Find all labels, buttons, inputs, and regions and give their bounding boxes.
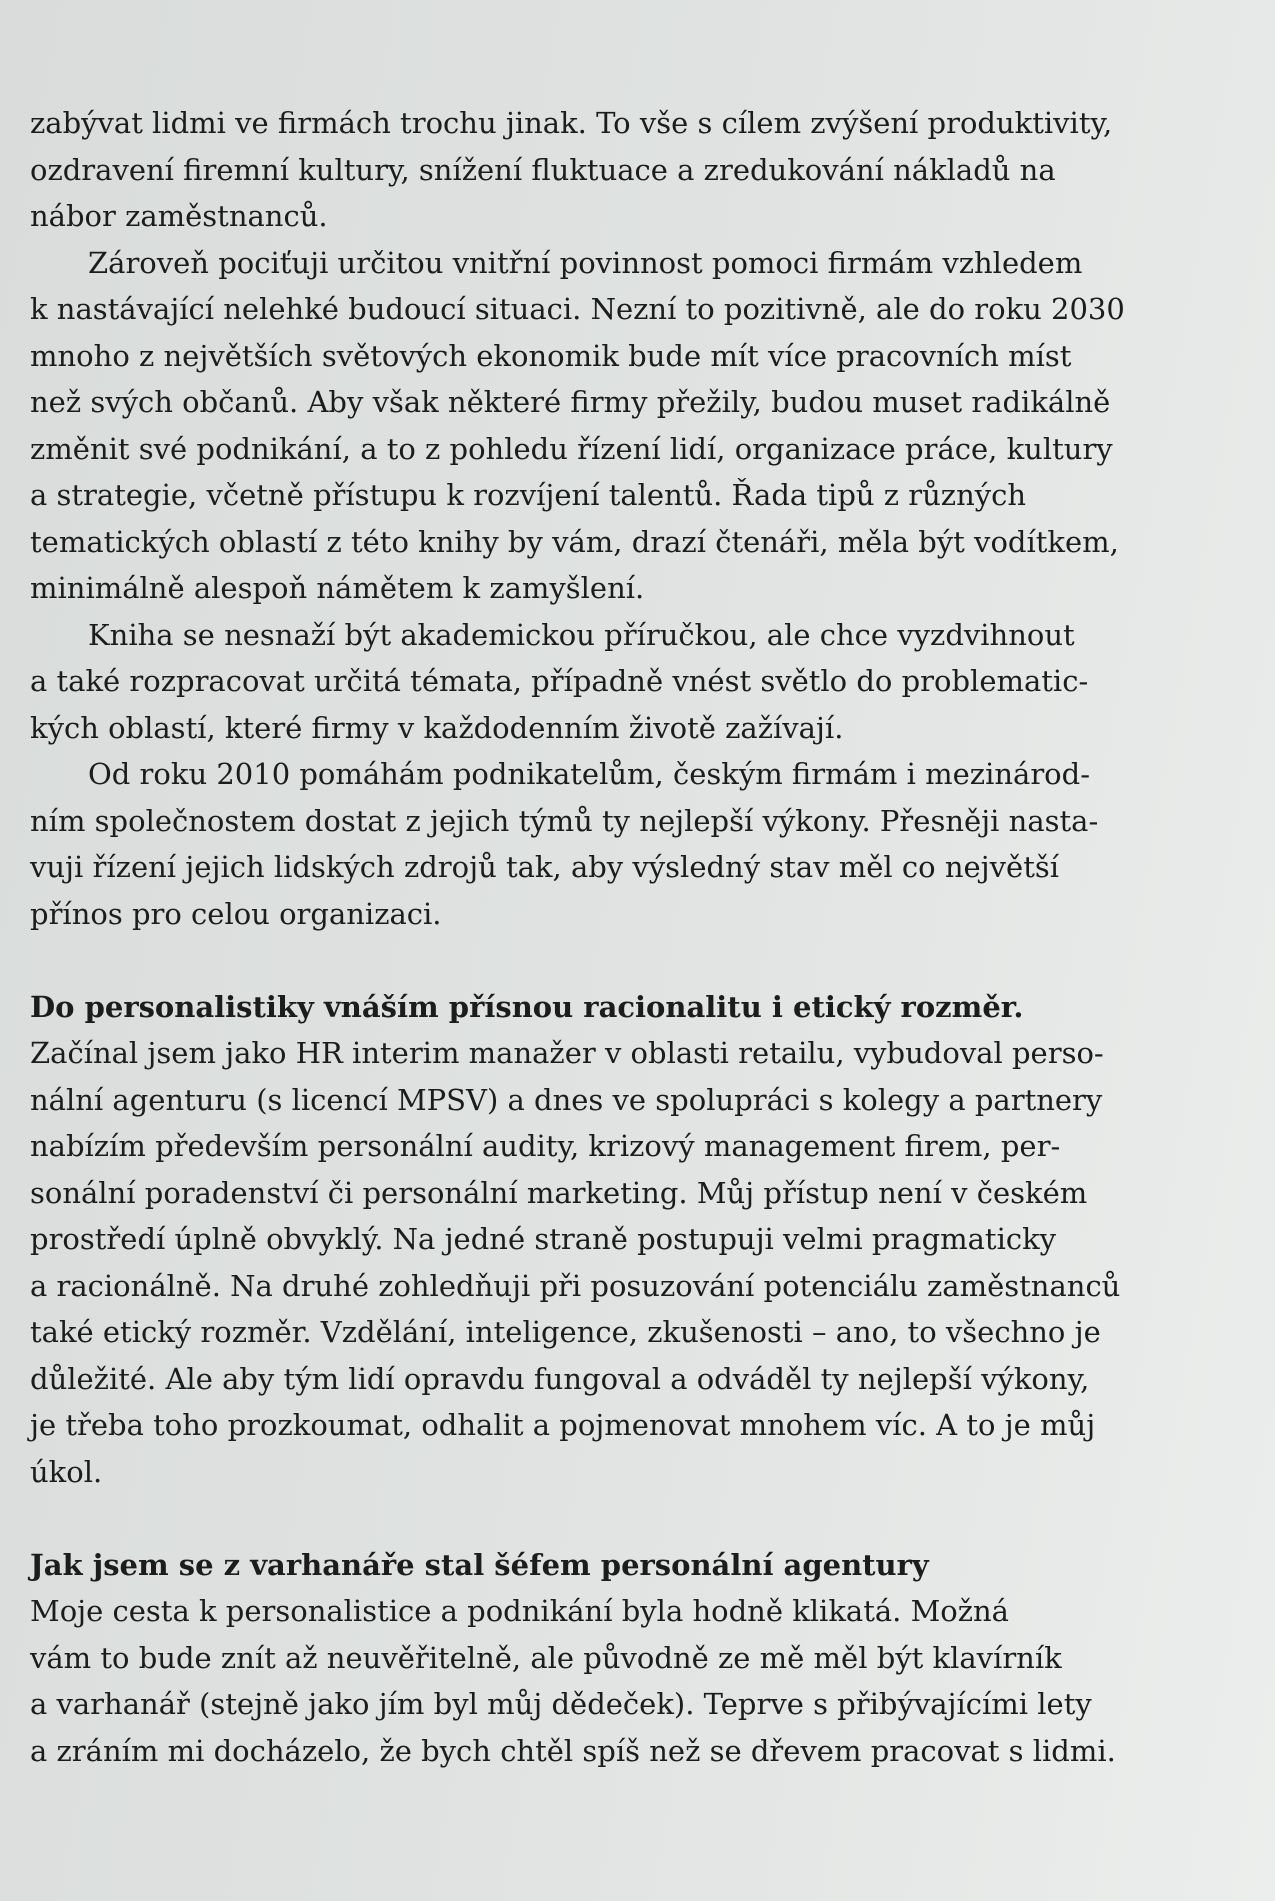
text-line: Od roku 2010 pomáhám podnikatelům, českým firmám i mezinárod-: [88, 757, 1091, 791]
text-line: k nastávající nelehké budoucí situaci. Nezní to pozitivně, ale do roku 2030: [30, 292, 1125, 326]
book-page: [30, 100, 1150, 1774]
section-heading-personalistics: Do personalistiky vnáším přísnou racionalitu i etický rozměr.: [30, 989, 1024, 1024]
text-line: ozdravení firemní kultury, snížení fluktuace a zredukování nákladů na: [30, 152, 1056, 187]
text-line: vám to bude znít až neuvěřitelně, ale původně ze mě měl být klavírník: [30, 1640, 1062, 1675]
paragraph-gap: [30, 1495, 1150, 1542]
text-line: zabývat lidmi ve firmách trochu jinak. To vše s cílem zvýšení produktivity,: [30, 106, 1113, 140]
text-line: Zároveň pociťuji určitou vnitřní povinnost pomoci firmám vzhledem: [88, 245, 1083, 280]
paragraph-book-purpose: [30, 612, 1150, 752]
text-line: a zráním mi docházelo, že bych chtěl spíš než se dřevem pracovat s lidmi.: [30, 1733, 1116, 1768]
text-line: důležité. Ale aby tým lidí opravdu fungoval a odváděl ty nejlepší výkony,: [30, 1361, 1090, 1396]
text-line: nabízím především personální audity, krizový management firem, per-: [30, 1129, 1061, 1163]
text-line: vuji řízení jejich lidských zdrojů tak, aby výsledný stav měl co největší: [30, 850, 1060, 884]
text-line: kých oblastí, které firmy v každodenním životě zažívají.: [30, 710, 844, 745]
text-line: přínos pro celou organizaci.: [30, 896, 442, 931]
text-line: nální agenturu (s licencí MPSV) a dnes ve spolupráci s kolegy a partnery: [30, 1082, 1103, 1117]
text-line: úkol.: [30, 1454, 103, 1489]
text-line: a varhanář (stejně jako jím byl můj dědeček). Teprve s přibývajícími lety: [30, 1687, 1092, 1721]
text-line: mnoho z největších světových ekonomik bude mít více pracovních míst: [30, 338, 1072, 373]
text-line: tematických oblastí z této knihy by vám, drazí čtenáři, měla být vodítkem,: [30, 524, 1119, 559]
text-line: sonální poradenství či personální marketing. Můj přístup není v českém: [30, 1175, 1088, 1210]
paragraph-obligation: [30, 240, 1150, 612]
text-line: také etický rozměr. Vzdělání, inteligence, zkušenosti – ano, to všechno je: [30, 1315, 1101, 1349]
text-line: minimálně alespoň námětem k zamyšlení.: [30, 571, 645, 605]
text-line: a racionálně. Na druhé zohledňuji při posuzování potenciálu zaměstnanců: [30, 1268, 1121, 1303]
text-line: prostředí úplně obvyklý. Na jedné straně postupuji velmi pragmaticky: [30, 1222, 1057, 1256]
text-line: Začínal jsem jako HR interim manažer v oblasti retailu, vybudoval perso-: [30, 1036, 1104, 1070]
text-line: a také rozpracovat určitá témata, případně vnést světlo do problematic-: [30, 664, 1089, 698]
paragraph-career-path: [30, 1588, 1150, 1774]
text-line: je třeba toho prozkoumat, odhalit a pojmenovat mnohem víc. A to je můj: [30, 1408, 1096, 1442]
text-line: Moje cesta k personalistice a podnikání byla hodně klikatá. Možná: [30, 1594, 1009, 1628]
text-line: nábor zaměstnanců.: [30, 199, 328, 233]
paragraph-intro: [30, 100, 1150, 240]
text-line: ním společnostem dostat z jejich týmů ty nejlepší výkony. Přesněji nasta-: [30, 803, 1099, 838]
section-heading-organ-builder: Jak jsem se z varhanáře stal šéfem personální agentury: [30, 1547, 929, 1582]
text-line: a strategie, včetně přístupu k rozvíjení talentů. Řada tipů z různých: [30, 478, 1027, 512]
paragraph-since-2010: [30, 751, 1150, 937]
paragraph-gap: [30, 937, 1150, 984]
text-line: změnit své podnikání, a to z pohledu řízení lidí, organizace práce, kultury: [30, 431, 1113, 466]
paragraph-hr-approach: [30, 1030, 1150, 1495]
text-line: než svých občanů. Aby však některé firmy přežily, budou muset radikálně: [30, 385, 1111, 419]
text-line: Kniha se nesnaží být akademickou příručkou, ale chce vyzdvihnout: [88, 617, 1075, 652]
